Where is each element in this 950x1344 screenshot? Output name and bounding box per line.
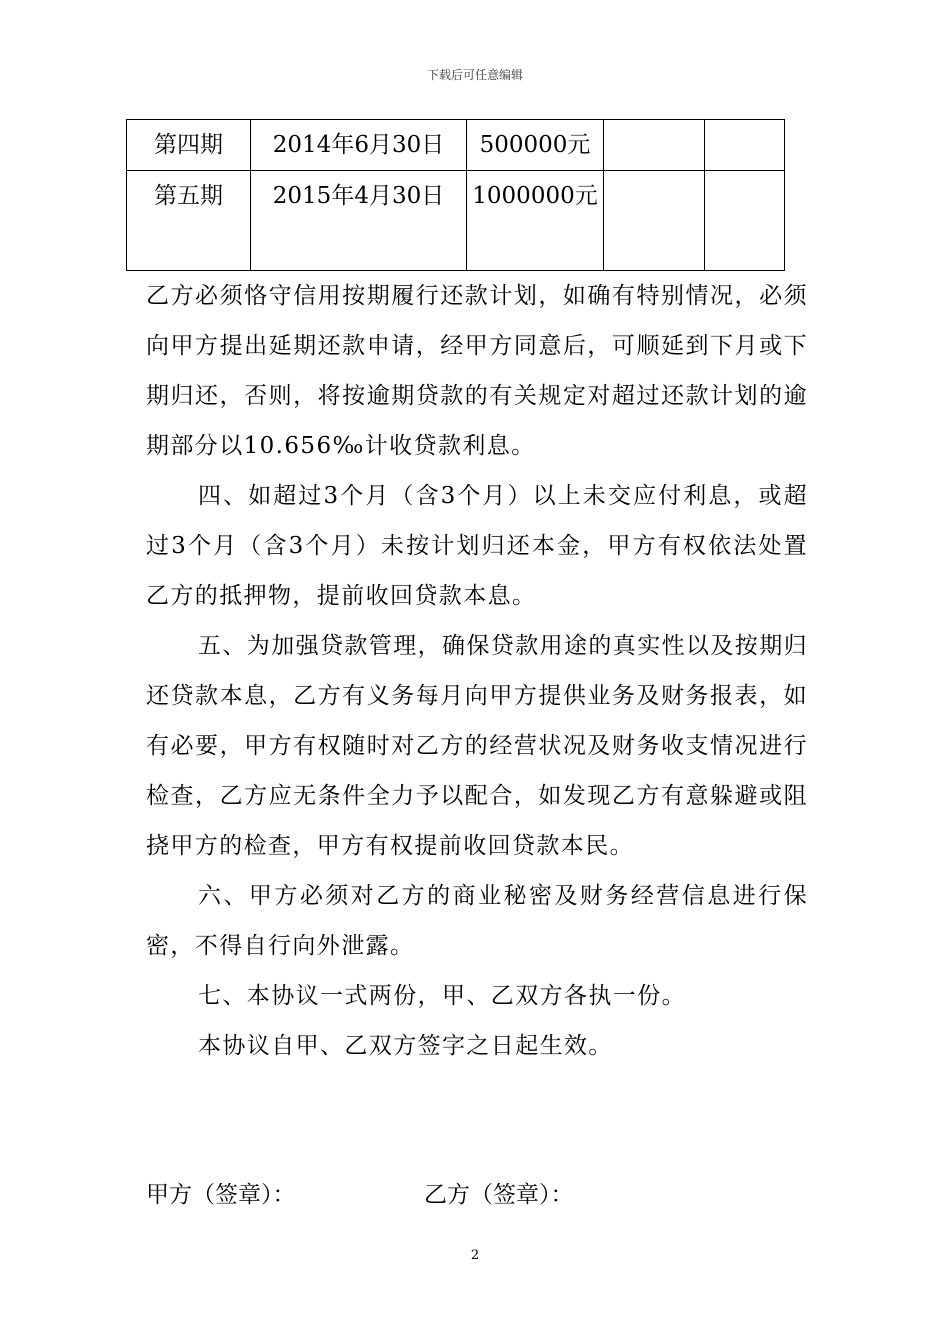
clause-five: 五、为加强贷款管理，确保贷款用途的真实性以及按期归还贷款本息，乙方有义务每月向甲方提供业务及财务报表，如有必要，甲方有权随时对乙方的经营状况及财务收支情况进行检查，乙方应无条件全力予以配合，如发现乙方有意躲避或阻挠甲方的检查，甲方有权提前收回贷款本民。	[146, 633, 808, 859]
repayment-clause: 乙方必须恪守信用按期履行还款计划，如确有特别情况，必须向甲方提出延期还款申请，经甲方同意后，可顺延到下月或下期归还，否则，将按逾期贷款的有关规定对超过还款计划的逾期部分以10.656‰计收贷款利息。	[146, 283, 808, 459]
period-cell: 第五期	[127, 171, 251, 271]
empty-cell	[604, 120, 705, 171]
effective-clause: 本协议自甲、乙双方签字之日起生效。	[198, 1033, 613, 1059]
party-b-signature-label: 乙方（签章）：	[424, 1182, 574, 1208]
page-header: 下载后可任意编辑	[426, 68, 523, 82]
repayment-schedule-table	[126, 119, 785, 271]
clause-four: 四、如超过3个月（含3个月）以上未交应付利息，或超过3个月（含3个月）未按计划归还本金，甲方有权依法处置乙方的抵押物，提前收回贷款本息。	[146, 483, 808, 609]
amount-cell: 500000元	[467, 120, 604, 171]
empty-cell	[705, 171, 785, 271]
empty-cell	[705, 120, 785, 171]
table-row	[127, 120, 785, 171]
clause-seven: 七、本协议一式两份，甲、乙双方各执一份。	[198, 983, 686, 1009]
date-cell: 2014年6月30日	[251, 120, 467, 171]
empty-cell	[604, 171, 705, 271]
party-a-signature-label: 甲方（签章）：	[146, 1182, 296, 1208]
agreement-body	[146, 271, 808, 1071]
date-cell: 2015年4月30日	[251, 171, 467, 271]
amount-cell: 1000000元	[467, 171, 604, 271]
clause-six: 六、甲方必须对乙方的商业秘密及财务经营信息进行保密，不得自行向外泄露。	[146, 883, 808, 959]
period-cell: 第四期	[127, 120, 251, 171]
signature-block	[146, 1170, 808, 1220]
table-row	[127, 171, 785, 271]
page-number: 2	[470, 1248, 480, 1263]
